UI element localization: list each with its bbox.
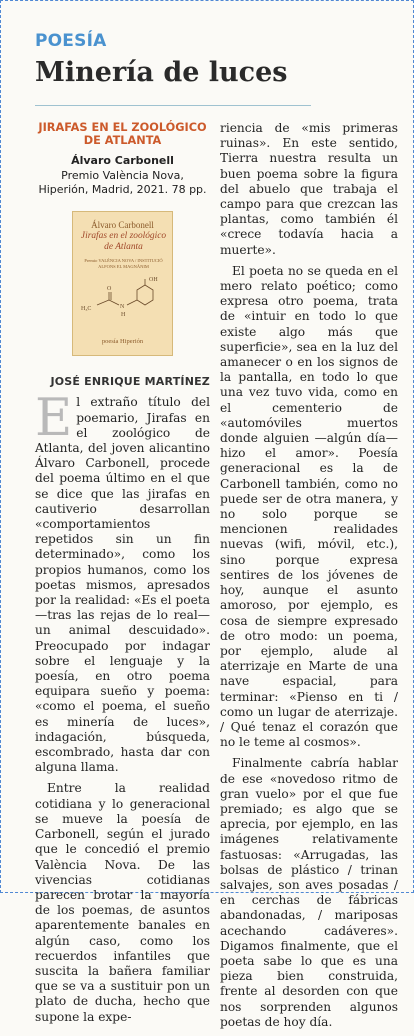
- molecule-label-h: H: [121, 312, 126, 319]
- drop-cap: E: [35, 389, 73, 449]
- cover-subtitle: Premio VALÈNCIA NOVA / INSTITUCIÓ ALFONS EL MAGNÀNIM: [84, 258, 163, 270]
- molecule-label-h3c: H₃C: [81, 306, 92, 313]
- cover-title: Jirafas en el zoológico de Atlanta: [80, 231, 167, 253]
- paragraph: Finalmente cabría hablar de ese «novedoso ritmo de gran vuelo» por el que fue premiado; es algo que se aprecia, por ejemplo, en las imágenes relativamente fastuosas: «Arrugadas, las bolsas de plástico / trinan salvajes, son aves posadas / en cerchas de fábricas abandonadas, / mariposas acechando cadáveres». Digamos finalmente, que el poeta sabe lo que es una pieza bien construida, frente al desorden con que nos sorprenden algunos poetas de hoy día.: [220, 756, 398, 1029]
- paragraph: Entre la realidad cotidiana y lo generacional se mueve la poesía de Carbonell, según el jurado que le concedió el premio València Nova. De las vivencias cotidianas parecen brotar la mayoría de los poemas, de asuntos aparentemente banales en algún caso, como los recuerdos infantiles que suscita la bañera familiar que se va a sustituir pon un plato de ducha, hecho que supone la expe-: [35, 781, 210, 1024]
- cover-author: Álvaro Carbonell: [91, 220, 154, 231]
- molecule-illustration: [79, 274, 168, 324]
- byline: JOSÉ ENRIQUE MARTÍNEZ: [50, 375, 210, 389]
- molecule-label-n: N: [120, 304, 125, 311]
- headline-rule: [35, 105, 311, 106]
- paragraph: El poeta no se queda en el mero relato poético; como expresa otro poema, trata de «intuir en todo lo que existe algo más que superficie», sea en la luz del amanecer o en los signos de la pantalla, en todo lo que una vez tuvo vida, como en el cementerio de «automóviles muertos donde alguien —algún día— hizo el amor». Poesía generacional es la de Carbonell también, como no puede ser de otra manera, y no solo porque se mencionen realidades nuevas (wifi, móvil, etc.), sino porque expresa sentires de los jóvenes de hoy, aunque el asunto amoroso, por ejemplo, es cosa de siempre expresado de otro modo: un poema, por ejemplo, alude al aterrizaje en Marte de una nave espacial, para terminar: «Pienso en ti / como un lugar de aterrizaje. / Qué tenaz el corazón que no le teme al cosmos».: [220, 263, 398, 750]
- right-column: [220, 121, 398, 1036]
- section-label: POESÍA: [35, 31, 107, 51]
- molecule-label-o: O: [107, 286, 112, 293]
- book-publication: Premio València Nova, Hiperión, Madrid, 2021. 78 pp.: [38, 169, 207, 197]
- article-left-text: [35, 389, 210, 1024]
- headline: Minería de luces: [35, 57, 288, 88]
- left-column: [35, 121, 210, 1031]
- book-title: JIRAFAS EN EL ZOOLÓGICO DE ATLANTA: [38, 121, 207, 147]
- book-author: Álvaro Carbonell: [71, 154, 174, 167]
- cover-footer: poesía Hiperión: [101, 338, 144, 345]
- book-cover: [72, 211, 173, 356]
- molecule-label-oh: OH: [149, 277, 158, 284]
- paragraph: riencia de «mis primeras ruinas». En este sentido, Tierra nuestra resulta un buen poema sobre la figura del abuelo que trabaja el campo para que crezcan las plantas, como también él «crece todavía hacia a muerte».: [220, 121, 398, 257]
- paragraph: El extraño título del poemario, Jirafas en el zoológico de Atlanta, del joven alicantino Álvaro Carbonell, procede del poema último en el que se dice que las jirafas en cautiverio desarrollan «comportamientos repetidos sin un fin determinado», como los propios humanos, como los poetas mismos, apresados por la realidad: «Es el poeta —tras las rejas de lo real— un animal descuidado». Preocupado por indagar sobre el lenguaje y la poesía, en otro poema equipara sueño y poema: «como el poema, el sueño es minería de luces», indagación, búsqueda, escombrado, hasta dar con alguna llama.: [35, 389, 210, 775]
